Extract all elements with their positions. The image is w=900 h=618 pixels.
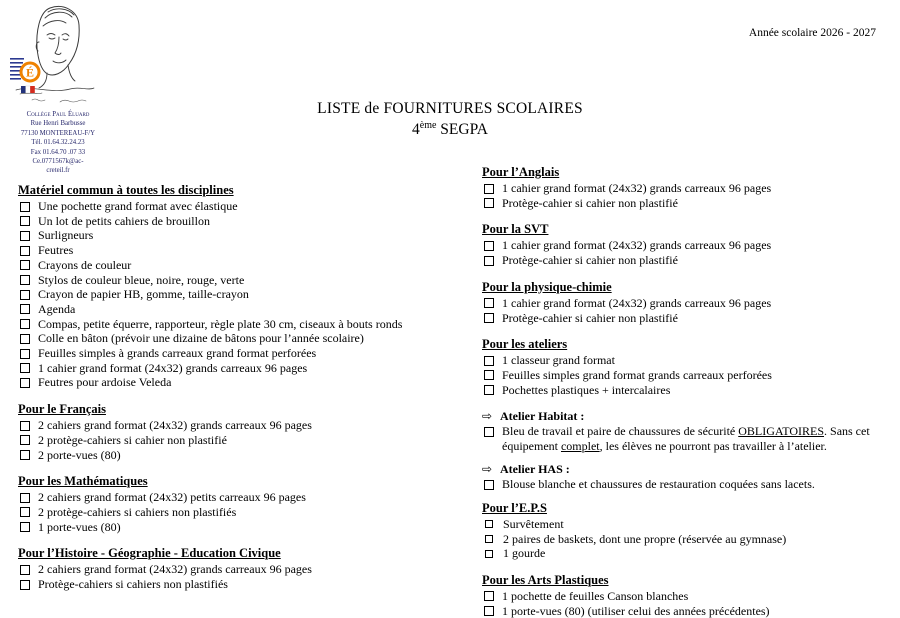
item-text: Pochettes plastiques + intercalaires [502,382,671,397]
item-text: Protège-cahier si cahier non plastifié [502,253,678,268]
checkbox-icon [20,378,30,388]
item-text: 1 cahier grand format (24x32) grands carreaux 96 pages [38,360,308,375]
section-heading: Pour le Français [18,402,106,417]
checklist-item [18,562,474,577]
checklist-item [18,287,474,302]
item-text: Bleu de travail et paire de chaussures de sécurité OBLIGATOIRES. Sans cet équipement complet, les élèves ne pourront pas travailler à l’atelier. [502,424,870,453]
section [18,474,474,534]
checklist-item [482,532,898,547]
checkbox-icon [20,334,30,344]
arrow-line [482,409,898,424]
checklist-item [18,331,474,346]
section [482,165,898,210]
checkbox-icon [20,290,30,300]
checkbox-icon [20,507,30,517]
checklist-item [18,317,474,332]
item-text: Feutres pour ardoise Veleda [38,375,172,390]
school-logo [8,2,98,108]
arrow-icon: ⇨ [482,462,493,477]
section-heading: Pour l’Histoire - Géographie - Education Civique [18,546,281,561]
checklist-item [18,361,474,376]
item-text: Agenda [38,301,76,316]
checkbox-icon [20,349,30,359]
checkbox-icon [484,256,494,266]
item-text: 2 protège-cahiers si cahiers non plastifiés [38,504,237,519]
school-city: 77130 MONTEREAU-F/Y [20,129,96,137]
checkbox-icon [20,565,30,575]
checkbox-icon [20,319,30,329]
item-text: Protège-cahier si cahier non plastifié [502,310,678,325]
checklist-item [482,546,898,561]
checklist-item [482,517,898,532]
checkbox-icon [484,298,494,308]
school-street: Rue Henri Barbusse [30,120,86,128]
item-text: Un lot de petits cahiers de brouillon [38,213,210,228]
section-heading: Pour les Mathématiques [18,474,148,489]
section [18,402,474,462]
checkbox-icon [20,580,30,590]
checkbox-icon [20,493,30,503]
item-text: Survêtement [503,516,564,531]
section [482,462,898,491]
checklist-item [482,368,898,383]
section [18,546,474,591]
checklist-item [18,346,474,361]
arrow-icon: ⇨ [482,409,493,424]
checklist-item [482,424,898,453]
checklist-item [482,311,898,326]
section [482,501,898,561]
section-heading: Pour la physique-chimie [482,279,612,294]
item-text: Surligneurs [38,228,94,243]
item-text: 2 cahiers grand format (24x32) grands carreaux 96 pages [38,562,312,577]
checkbox-icon [20,231,30,241]
checkbox-icon [20,275,30,285]
item-text: Stylos de couleur bleue, noire, rouge, verte [38,272,245,287]
item-text: Feuilles simples à grands carreaux grand format perforées [38,346,317,361]
checkbox-icon [484,385,494,395]
section [482,573,898,618]
item-text: 1 gourde [503,546,546,561]
item-text: 1 cahier grand format (24x32) grands carreaux 96 pages [502,181,772,195]
item-text: 2 protège-cahiers si cahier non plastifié [38,432,227,447]
section [482,409,898,453]
checklist-item [18,433,474,448]
checkbox-icon [485,520,493,528]
item-text: Compas, petite équerre, rapporteur, règle plate 30 cm, ciseaux à bouts ronds [38,316,403,331]
checklist-item [18,258,474,273]
school-phone: Tél. 01.64.32.24.23 [31,139,85,147]
checkbox-icon [20,260,30,270]
section-heading: Pour les Arts Plastiques [482,572,609,587]
item-text: Colle en bâton (prévoir une dizaine de bâtons pour l’année scolaire) [38,331,364,346]
section [482,222,898,267]
checklist-item [482,353,898,368]
checklist-item [482,383,898,398]
item-text: Protège-cahier si cahier non plastifié [502,195,678,210]
section [482,280,898,325]
checklist-item [18,520,474,535]
section-heading: Pour la SVT [482,222,549,237]
checkbox-icon [20,246,30,256]
checklist-item [482,238,898,253]
checklist-item [18,214,474,229]
french-flag-icon [21,86,35,93]
checkbox-icon [20,216,30,226]
checkbox-icon [484,591,494,601]
item-text: 1 classeur grand format [502,353,615,368]
checkbox-icon [484,241,494,251]
item-text: Crayons de couleur [38,257,132,272]
checklist-item [482,253,898,268]
checkbox-icon [20,363,30,373]
academy-logo-icon [21,63,39,81]
checkbox-icon [484,480,494,490]
item-text: 1 pochette de feuilles Canson blanches [502,588,689,603]
item-text: Blouse blanche et chaussures de restauration coquées sans lacets. [502,477,815,492]
item-text: 2 cahiers grand format (24x32) petits carreaux 96 pages [38,490,306,505]
svg-text:É: É [25,65,35,80]
school-name: Collège Paul Éluard [26,111,90,118]
checkbox-icon [484,184,494,194]
checkbox-icon [484,427,494,437]
item-text: 2 cahiers grand format (24x32) grands carreaux 96 pages [38,418,312,433]
page-subtitle: 4ème SEGPA [412,120,488,139]
item-text: 2 porte-vues (80) [38,447,121,462]
item-text: 1 cahier grand format (24x32) grands carreaux 96 pages [502,295,772,310]
title-block [0,100,900,139]
checkbox-icon [484,370,494,380]
checklist-item [482,196,898,211]
checklist-item [18,505,474,520]
left-column [18,183,474,604]
item-text: 2 paires de baskets, dont une propre (réservée au gymnase) [503,531,787,546]
item-text: Une pochette grand format avec élastique [38,199,238,213]
arrow-line [482,462,898,477]
item-text: 1 porte-vues (80) [38,519,121,534]
item-text: Crayon de papier HB, gomme, taille-crayon [38,287,249,302]
section-heading: Pour les ateliers [482,337,568,352]
right-column [482,165,898,618]
checkbox-icon [485,550,493,558]
checklist-item [18,490,474,505]
checklist-item [18,577,474,592]
subtitle-superscript: ème [419,120,437,131]
section [482,337,898,397]
section [18,183,474,390]
checklist-item [482,296,898,311]
checklist-item [18,228,474,243]
checkbox-icon [20,202,30,212]
checkbox-icon [484,356,494,366]
section-heading: Pour l’E.P.S [482,500,547,515]
item-text: Feuilles simples grand format grands carreaux perforées [502,367,772,382]
item-text: Protège-cahiers si cahiers non plastifiés [38,577,228,592]
checkbox-icon [20,304,30,314]
section-heading: Pour l’Anglais [482,165,560,179]
checkbox-icon [20,522,30,532]
checklist-item [18,448,474,463]
item-text: 1 porte-vues (80) (utiliser celui des années précédentes) [502,603,770,618]
checkbox-icon [485,535,493,543]
checkbox-icon [20,450,30,460]
checklist-item [482,589,898,604]
checklist-item [482,604,898,618]
school-email-line2: creteil.fr [46,167,70,175]
section-heading: Matériel commun à toutes les disciplines [18,183,234,197]
item-text: Feutres [38,243,74,258]
checklist-item [18,199,474,214]
checklist-item [18,302,474,317]
checkbox-icon [484,606,494,616]
item-text: Atelier Habitat : [500,409,585,424]
checklist-item [482,181,898,196]
checkbox-icon [20,421,30,431]
checklist-item [18,418,474,433]
school-email-line1: Ce.0771567k@ac- [32,158,84,166]
school-fax: Fax 01.64.70 .07 33 [30,148,86,156]
page-title: LISTE de FOURNITURES SCOLAIRES [317,100,583,117]
checklist-item [482,477,898,492]
checkbox-icon [20,435,30,445]
checklist-item [18,273,474,288]
item-text: 1 cahier grand format (24x32) grands carreaux 96 pages [502,238,772,253]
item-text: Atelier HAS : [500,462,570,477]
checklist-item [18,375,474,390]
checklist-item [18,243,474,258]
school-year-label: Année scolaire 2026 - 2027 [748,27,876,39]
checkbox-icon [484,313,494,323]
checkbox-icon [484,198,494,208]
